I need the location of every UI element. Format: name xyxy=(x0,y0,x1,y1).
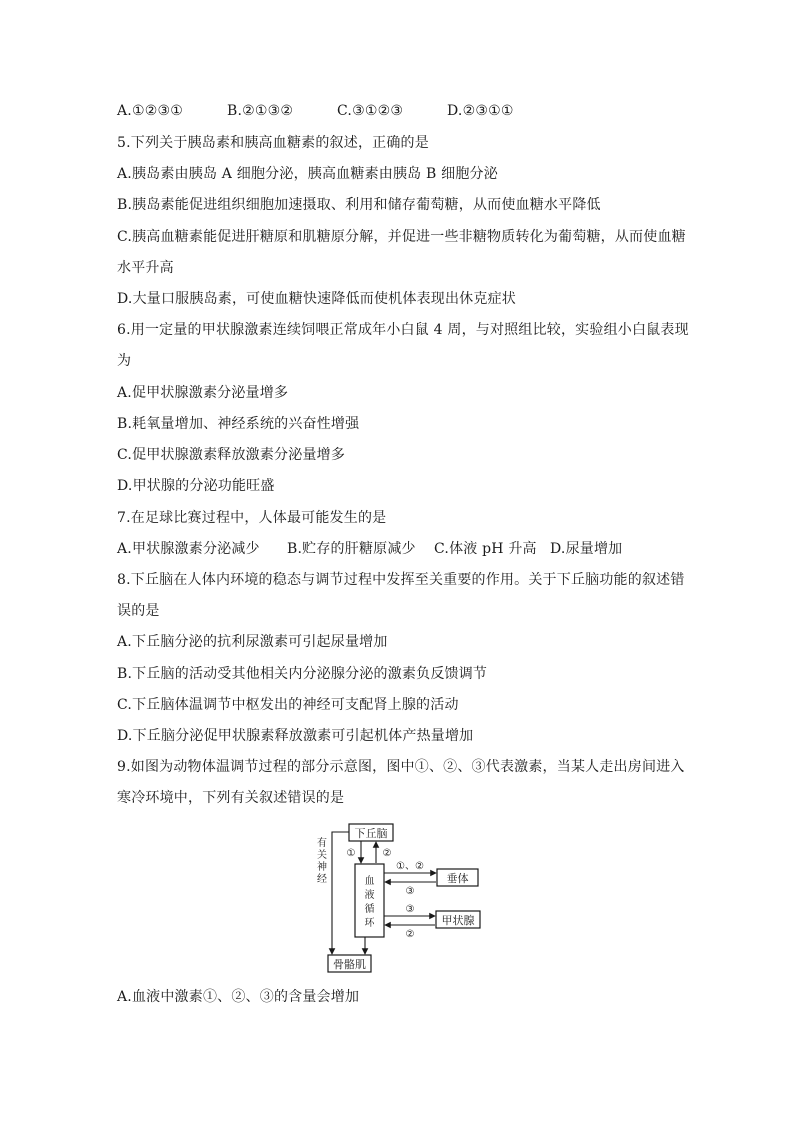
q5-stem: 5.下列关于胰岛素和胰高血糖素的叙述，正确的是 xyxy=(117,135,429,151)
q6-option-b: B.耗氧量增加、神经系统的兴奋性增强 xyxy=(117,416,360,432)
nerve-char-1: 有 xyxy=(317,838,327,849)
q7-option-a: A.甲状腺激素分泌减少 xyxy=(117,541,260,557)
q7-stem: 7.在足球比赛过程中，人体最可能发生的是 xyxy=(117,510,387,526)
nerve-char-3: 神 xyxy=(317,862,327,873)
q4-option-c: C.③①②③ xyxy=(337,103,404,119)
q4-option-b: B.②①③② xyxy=(227,103,294,119)
thyroid-label: 甲状腺 xyxy=(441,914,475,927)
hormone-2-label: ② xyxy=(382,848,392,859)
nerve-char-4: 经 xyxy=(317,874,327,885)
blood-char-4: 环 xyxy=(364,918,375,929)
skeletal-muscle-label: 骨骼肌 xyxy=(333,958,366,971)
q9-option-a: A.血液中激素①、②、③的含量会增加 xyxy=(117,989,360,1005)
hormone-12-label: ①、② xyxy=(396,861,424,872)
q5-option-d: D.大量口服胰岛素，可使血糖快速降低而使机体表现出休克症状 xyxy=(117,291,516,307)
q9-stem-line1: 9.如图为动物体温调节过程的部分示意图，图中①、②、③代表激素，当某人走出房间进入 xyxy=(117,759,685,775)
q5-option-c-line1: C.胰高血糖素能促进肝糖原和肌糖原分解，并促进一些非糖物质转化为葡萄糖，从而使血糖 xyxy=(117,229,686,245)
hormone-1-label: ① xyxy=(346,848,356,859)
q6-stem-line2: 为 xyxy=(117,353,132,369)
q6-stem-line1: 6.用一定量的甲状腺激素连续饲喂正常成年小白鼠 4 周，与对照组比较，实验组小白鼠表现 xyxy=(117,322,689,338)
q6-option-c: C.促甲状腺激素释放激素分泌量增多 xyxy=(117,447,346,463)
blood-char-1: 血 xyxy=(364,876,375,887)
hormone-3-label-a: ③ xyxy=(405,886,415,897)
hypothalamus-label: 下丘脑 xyxy=(354,827,388,840)
q7-option-b: B.贮存的肝糖原减少 xyxy=(287,541,416,557)
q8-stem-line1: 8.下丘脑在人体内环境的稳态与调节过程中发挥至关重要的作用。关于下丘脑功能的叙述错 xyxy=(117,572,685,588)
q5-option-a: A.胰岛素由胰岛 A 细胞分泌，胰高血糖素由胰岛 B 细胞分泌 xyxy=(117,166,498,182)
q8-option-d: D.下丘脑分泌促甲状腺素释放激素可引起机体产热量增加 xyxy=(117,728,474,744)
q8-stem-line2: 误的是 xyxy=(117,603,160,619)
q8-option-b: B.下丘脑的活动受其他相关内分泌腺分泌的激素负反馈调节 xyxy=(117,666,488,682)
q8-option-a: A.下丘脑分泌的抗利尿激素可引起尿量增加 xyxy=(117,634,388,650)
nerve-char-2: 关 xyxy=(317,850,327,861)
q6-option-d: D.甲状腺的分泌功能旺盛 xyxy=(117,478,275,494)
q4-option-a: A.①②③① xyxy=(117,103,183,119)
q7-option-d: D.尿量增加 xyxy=(550,541,623,557)
pituitary-label: 垂体 xyxy=(446,872,469,885)
q8-option-c: C.下丘脑体温调节中枢发出的神经可支配肾上腺的活动 xyxy=(117,697,459,713)
hormone-3-label-b: ③ xyxy=(405,904,415,915)
blood-char-2: 液 xyxy=(364,890,375,901)
blood-char-3: 循 xyxy=(364,904,375,915)
thermoregulation-diagram xyxy=(310,818,486,976)
q9-stem-line2: 寒冷环境中，下列有关叙述错误的是 xyxy=(117,790,345,806)
q7-option-c: C.体液 pH 升高 xyxy=(434,541,537,557)
q5-option-b: B.胰岛素能促进组织细胞加速摄取、利用和储存葡萄糖，从而使血糖水平降低 xyxy=(117,197,601,213)
q4-option-d: D.②③①① xyxy=(447,103,514,119)
q5-option-c-line2: 水平升高 xyxy=(117,260,174,276)
hormone-2-label-b: ② xyxy=(405,929,415,940)
q6-option-a: A.促甲状腺激素分泌量增多 xyxy=(117,385,289,401)
